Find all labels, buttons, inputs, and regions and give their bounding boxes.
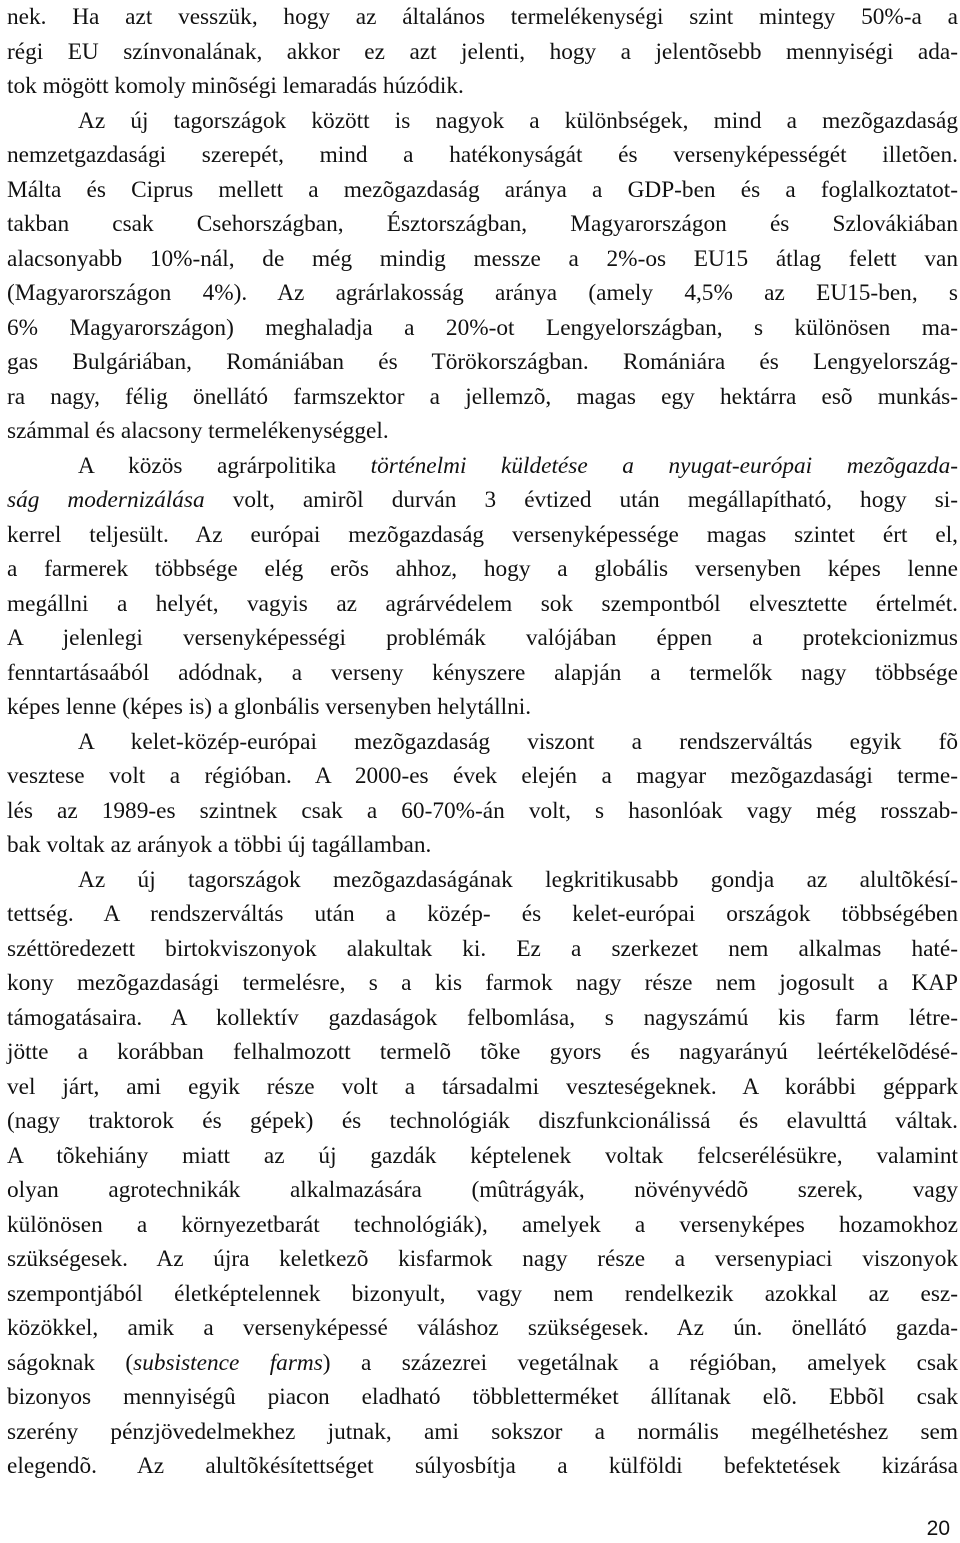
text-line: (nagy traktorok és gépek) és technológiák diszfunkcionálissá és elavulttá váltak. [7, 1108, 958, 1134]
text-line: A tõkehiány miatt az új gazdák képtelenek voltak felcserélésükre, valamint [7, 1143, 958, 1169]
text-line: A jelenlegi versenyképességi problémák valójában éppen a protekcionizmus [7, 625, 958, 651]
text-line: ra nagy, félig önellátó farmszektor a jellemzõ, magas egy hektárra esõ munkás- [7, 384, 958, 410]
text-segment: A közös agrárpolitika [78, 453, 371, 479]
page-number: 20 [926, 1517, 950, 1540]
text-line: kerrel teljesült. Az európai mezõgazdaság versenyképessége magas szintet ért el, [7, 522, 958, 548]
text-line: (Magyarországon 4%). Az agrárlakosság aránya (amely 4,5% az EU15-ben, s [7, 280, 958, 306]
text-line: szerény pénzjövedelmekhez jutnak, ami sokszor a normális megélhetéshez sem [7, 1419, 958, 1445]
text-line: nemzetgazdasági szerepét, mind a hatékonyságát és versenyképességét illetõen. [7, 142, 958, 168]
text-line: vesztese volt a régióban. A 2000-es évek elején a magyar mezõgazdasági terme- [7, 763, 958, 789]
text-line: megállni a helyét, vagyis az agrárvédelem sok szempontból elvesztette értelmét. [7, 591, 958, 617]
text-line: támogatásaira. A kollektív gazdaságok felbomlása, s nagyszámú kis farm létre- [7, 1005, 958, 1031]
text-line: szempontjából életképtelennek bizonyult, vagy nem rendelkezik azokkal az esz- [7, 1281, 958, 1307]
text-line: széttöredezett birtokviszonyok alakultak ki. Ez a szerkezet nem alkalmas haté- [7, 936, 958, 962]
paragraph-first-line: A kelet-közép-európai mezõgazdaság viszont a rendszerváltás egyik fõ [78, 729, 958, 755]
text-line: alacsonyabb 10%-nál, de még mindig messze a 2%-os EU15 átlag felett van [7, 246, 958, 272]
italic-text: ság modernizálása [7, 487, 205, 513]
text-line: olyan agrotechnikák alkalmazására (mûtrágyák, növényvédõ szerek, vagy [7, 1177, 958, 1203]
text-line: közökkel, amik a versenyképessé váláshoz szükségesek. Az ún. önellátó gazda- [7, 1315, 958, 1341]
text-line: szükségesek. Az újra keletkezõ kisfarmok nagy része a versenypiaci viszonyok [7, 1246, 958, 1272]
italic-text: subsistence farms [133, 1350, 323, 1376]
text-segment: volt, amirõl durván 3 évtized után megállapítható, hogy si- [204, 487, 958, 513]
text-segment: ságoknak ( [7, 1350, 134, 1376]
text-line: Málta és Ciprus mellett a mezõgazdaság aránya a GDP-ben és a foglalkoztatot- [7, 177, 958, 203]
text-line [7, 483, 958, 517]
text-line: jötte a korábban felhalmozott termelõ tõke gyors és nagyarányú leértékelõdésé- [7, 1039, 958, 1065]
text-line: bizonyos mennyiségû piacon eladható többletterméket állítanak elõ. Ebbõl csak [7, 1384, 958, 1410]
text-line: elegendõ. Az alultõkésítettséget súlyosbítja a külföldi befektetések kizárása [7, 1453, 958, 1479]
paragraph-first-line: Az új tagországok között is nagyok a különbségek, mind a mezõgazdaság [78, 108, 958, 134]
text-line [7, 1346, 958, 1380]
text-line: takban csak Csehországban, Észtországban, Magyarországon és Szlovákiában [7, 211, 958, 237]
paragraph-first-line [78, 449, 958, 483]
text-line: lés az 1989-es szintnek csak a 60-70%-án volt, s hasonlóak vagy még rosszab- [7, 798, 958, 824]
text-line: 6% Magyarországon) meghaladja a 20%-ot Lengyelországban, s különösen ma- [7, 315, 958, 341]
text-segment: ) a százezrei vegetálnak a régióban, amelyek csak [322, 1350, 958, 1376]
text-line: a farmerek többsége elég erõs ahhoz, hogy a globális versenyben képes lenne [7, 556, 958, 582]
text-line: bak voltak az arányok a többi új tagállamban. [7, 832, 432, 858]
text-line: régi EU színvonalának, akkor ez azt jelenti, hogy a jelentõsebb mennyiségi ada- [7, 39, 958, 65]
text-line: tok mögött komoly minõségi lemaradás húzódik. [7, 73, 464, 99]
paragraph-first-line: Az új tagországok mezõgazdaságának legkritikusabb gondja az alultõkésí- [78, 867, 958, 893]
text-line: képes lenne (képes is) a glonbális versenyben helytállni. [7, 694, 532, 720]
text-line: különösen a környezetbarát technológiák), amelyek a versenyképes hozamokhoz [7, 1212, 958, 1238]
text-line: gas Bulgáriában, Romániában és Törökországban. Romániára és Lengyelország- [7, 349, 958, 375]
text-line: kony mezõgazdasági termelésre, s a kis farmok nagy része nem jogosult a KAP [7, 970, 958, 996]
text-line: vel járt, ami egyik része volt a társadalmi veszteségeknek. A korábbi géppark [7, 1074, 958, 1100]
italic-text: történelmi küldetése a nyugat-európai mezõgazda- [370, 453, 958, 479]
text-line: számmal és alacsony termelékenységgel. [7, 418, 389, 444]
text-line: tettség. A rendszerváltás után a közép- és kelet-európai országok többségében [7, 901, 958, 927]
text-line: nek. Ha azt vesszük, hogy az általános termelékenységi szint mintegy 50%-a a [7, 4, 958, 30]
text-line: fenntartásaából adódnak, a verseny kényszere alapján a termelők nagy többsége [7, 660, 958, 686]
